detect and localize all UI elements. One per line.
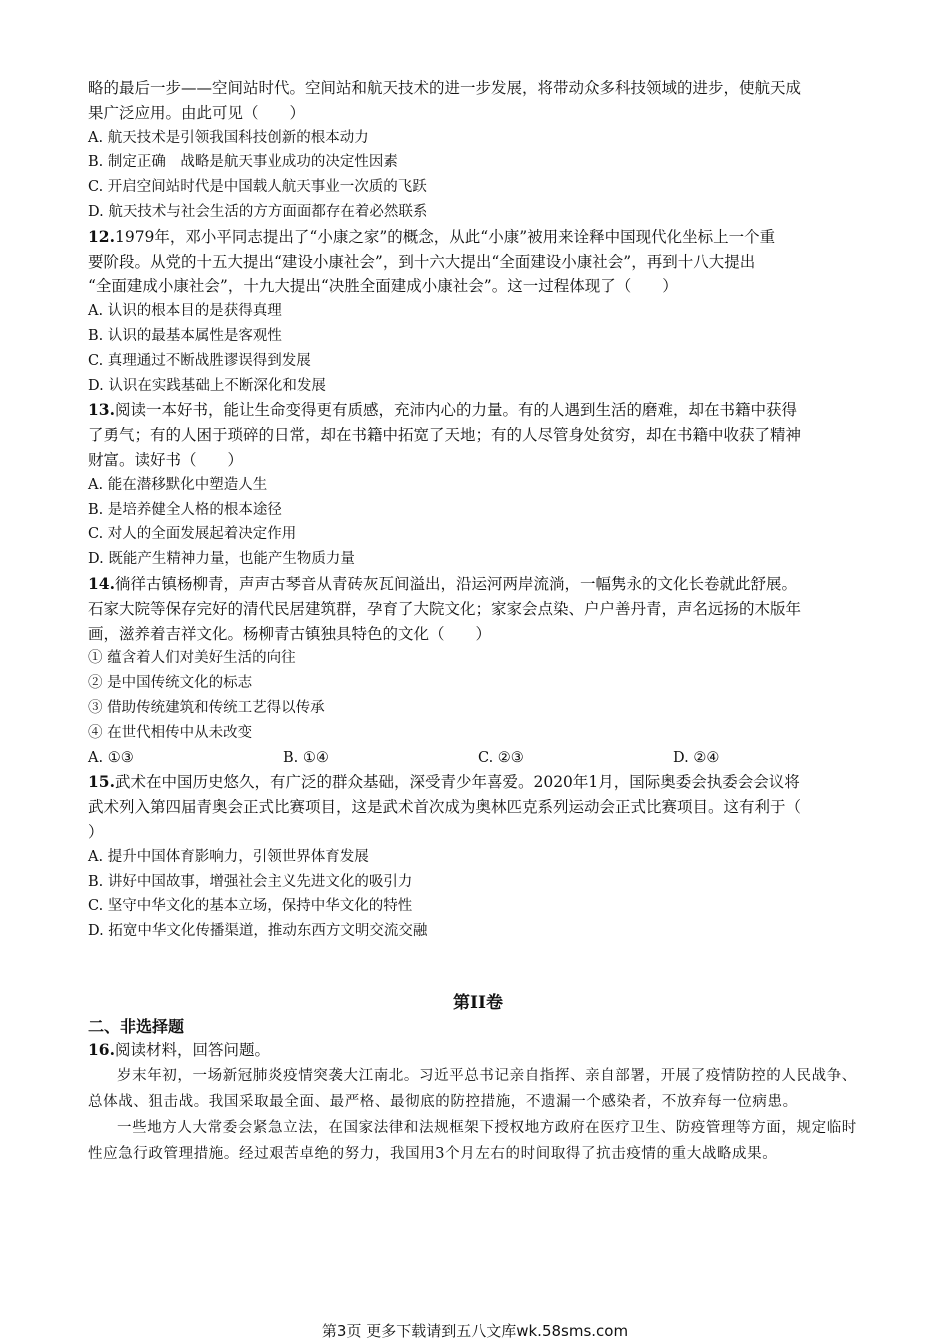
- question-text-line: 要阶段。从党的十五大提出“建设小康社会”，到十六大提出“全面建设小康社会”，再到十八大提出: [88, 252, 756, 271]
- section-heading: 二、非选择题: [88, 1016, 185, 1036]
- material-paragraph-2: 一些地方人大常委会紧急立法，在国家法律和法规框架下授权地方政府在医疗卫生、防疫管理等方面，规定临时性应急行政管理措施。经过艰苦卓绝的努力，我国用3个月左右的时间取得了抗击疫情的重大战略成果。: [88, 1119, 857, 1162]
- part-title: 第II卷: [453, 992, 503, 1013]
- option-c: C. 真理通过不断战胜谬误得到发展: [88, 352, 311, 369]
- question-16: [88, 1038, 868, 1167]
- question-text-line: 略的最后一步——空间站时代。空间站和航天技术的进一步发展，将带动众多科技领域的进步，使航天成: [88, 79, 802, 97]
- option-c: C. 对人的全面发展起着决定作用: [88, 526, 297, 543]
- document-page: [88, 76, 868, 1167]
- option-c: C. 坚守中华文化的基本立场，保持中华文化的特性: [88, 898, 413, 915]
- question-number: 15.: [88, 772, 115, 792]
- question-text-line: 了勇气；有的人困于琐碎的日常，却在书籍中拓宽了天地；有的人尽管身处贫穷，却在书籍中收获了精神: [88, 426, 802, 445]
- statement-2: ② 是中国传统文化的标志: [88, 675, 253, 692]
- material-paragraph-1: 岁末年初，一场新冠肺炎疫情突袭大江南北。习近平总书记亲自指挥、亲自部署，开展了疫情防控的人民战争、总体战、狙击战。我国采取最全面、最严格、最彻底的防控措施，不遗漏一个感染者，不放弃每一位病患。: [88, 1067, 857, 1110]
- question-text-line: 武术列入第四届青奥会正式比赛项目，这是武术首次成为奥林匹克系列运动会正式比赛项目。这有利于（: [88, 798, 802, 817]
- question-text-line: 阅读一本好书，能让生命变得更有质感，充沛内心的力量。有的人遇到生活的磨难，却在书籍中获得: [114, 401, 797, 420]
- option-d: D. 认识在实践基础上不断深化和发展: [88, 377, 326, 394]
- question-text-line: 武术在中国历史悠久，有广泛的群众基础，深受青少年喜爱。2020年1月，国际奥委会执委会会议将: [114, 773, 800, 792]
- question-text-line: ）: [88, 822, 104, 841]
- question-text-line: “全面建成小康社会”，十九大提出“决胜全面建成小康社会”。这一过程体现了（ ）: [88, 277, 678, 296]
- option-d: D. 航天技术与社会生活的方方面面都存在着必然联系: [88, 203, 428, 220]
- option-d: D. ②④: [673, 749, 720, 766]
- question-text-line: 石家大院等保存完好的清代民居建筑群，孕育了大院文化；家家会点染、户户善丹青，声名远扬的木版年: [88, 599, 802, 618]
- statement-4: ④ 在世代相传中从未改变: [88, 724, 253, 741]
- question-text-line: 财富。读好书（ ）: [88, 450, 244, 469]
- option-b: B. 制定正确 战略是航天事业成功的决定性因素: [88, 154, 398, 171]
- question-15: [88, 770, 868, 944]
- option-a: A. 认识的根本目的是获得真理: [88, 303, 282, 320]
- option-b: B. 认识的最基本属性是客观性: [88, 327, 282, 344]
- question-text-line: 画，滋养着吉祥文化。杨柳青古镇独具特色的文化（ ）: [88, 624, 492, 643]
- question-14: [88, 572, 868, 770]
- option-a: A. 能在潜移默化中塑造人生: [88, 476, 268, 493]
- statement-1: ① 蕴含着人们对美好生活的向往: [88, 650, 296, 667]
- choice-row: [88, 746, 868, 771]
- question-number: 13.: [88, 400, 115, 420]
- option-a: A. ①③: [88, 749, 134, 766]
- option-b: B. 是培养健全人格的根本途径: [88, 501, 282, 518]
- option-b: B. 讲好中国故事，增强社会主义先进文化的吸引力: [88, 873, 413, 890]
- question-11-tail: [88, 76, 868, 225]
- question-number: 14.: [88, 573, 115, 593]
- question-text-line: 1979年，邓小平同志提出了“小康之家”的概念，从此“小康”被用来诠释中国现代化坐标上一个重: [114, 227, 776, 246]
- page-footer: 第3页 更多下载请到五八文库wk.58sms.com: [321, 1322, 629, 1340]
- question-text-line: 果广泛应用。由此可见（ ）: [88, 103, 306, 122]
- option-c: C. 开启空间站时代是中国载人航天事业一次质的飞跃: [88, 179, 427, 196]
- option-d: D. 既能产生精神力量，也能产生物质力量: [88, 551, 355, 568]
- option-d: D. 拓宽中华文化传播渠道，推动东西方文明交流交融: [88, 923, 428, 940]
- option-a: A. 提升中国体育影响力，引领世界体育发展: [88, 848, 369, 865]
- question-12: [88, 225, 868, 399]
- question-13: [88, 398, 868, 572]
- question-text-line: 徜徉古镇杨柳青，声声古琴音从青砖灰瓦间溢出，沿运河两岸流淌，一幅隽永的文化长卷就此舒展。: [114, 574, 797, 593]
- statement-3: ③ 借助传统建筑和传统工艺得以传承: [88, 699, 325, 716]
- question-number: 12.: [88, 226, 115, 246]
- option-b: B. ①④: [283, 749, 329, 766]
- option-a: A. 航天技术是引领我国科技创新的根本动力: [88, 129, 369, 146]
- question-number: 16.: [88, 1039, 115, 1059]
- option-c: C. ②③: [478, 749, 524, 766]
- question-prompt: 阅读材料，回答问题。: [114, 1040, 270, 1059]
